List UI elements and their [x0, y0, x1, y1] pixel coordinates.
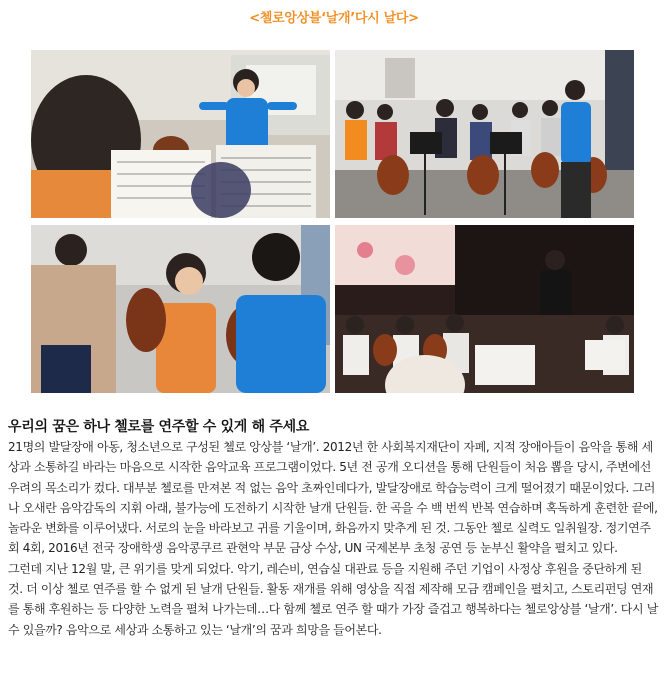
stage-concert-photo: [335, 225, 634, 393]
conductor-rehearsal-photo: [31, 50, 330, 218]
cello-lesson-photo: [31, 225, 330, 393]
paragraph-1: 21명의 발달장애 아동, 청소년으로 구성된 첼로 앙상블 ‘날개’. 2012년 한 사회복지재단이 자폐, 지적 장애아들이 음악을 통해 세상과 소통하길 바라는 마음으로 시작한 음악교육 프로그램이었다. 5년 전 공개 오디션을 통해 단원들이 처음 뽑을 당시, 주변에선 우려의 목소리가 컸다. 대부분 첼로를 만져본 적 없는 음악 초짜인데다가, 발달장애로 학습능력이 크게 떨어졌기 때문이었다. 그러나 오새란 음악감독의 지휘 아래, 불가능에 도전하기 시작한 날개 단원들. 한 곡을 수 백 번씩 반복 연습하며 혹독하게 훈련한 끝에, 놀라운 변화를 이루어냈다. 서로의 눈을 바라보고 귀를 기울이며, 화음까지 맞추게 된 것. 그동안 첼로 실력도 일취월장. 정기연주회 4회, 2016년 전국 장애학생 음악콩쿠르 관현악 부문 금상 수상, UN 국제본부 초청 공연 등 눈부신 활약을 펼치고 있다.: [8, 440, 658, 556]
article-body: [8, 437, 660, 640]
paragraph-2: 그런데 지난 12월 말, 큰 위기를 맞게 되었다. 악기, 레슨비, 연습실 대관료 등을 지원해 주던 기업이 사정상 후원을 중단하게 된 것. 더 이상 첼로 연주를 할 수 없게 된 날개 단원들. 활동 재개를 위해 영상을 직접 제작해 모금 캠페인을 펼치고, 스토리펀딩 연재를 통해 후원하는 등 다양한 노력을 펼쳐 나가는데…다 함께 첼로 연주 할 때가 가장 즐겁고 행복하다는 첼로앙상블 ‘날개’. 다시 날수 있을까? 음악으로 세상과 소통하고 있는 ‘날개’의 꿈과 희망을 들어본다.: [8, 561, 658, 637]
article-heading: 우리의 꿈은 하나 첼로를 연주할 수 있게 해 주세요: [8, 419, 310, 435]
page-title: <첼로앙상블‘날개’다시 날다>: [249, 11, 419, 26]
orchestra-rehearsal-photo: [335, 50, 634, 218]
